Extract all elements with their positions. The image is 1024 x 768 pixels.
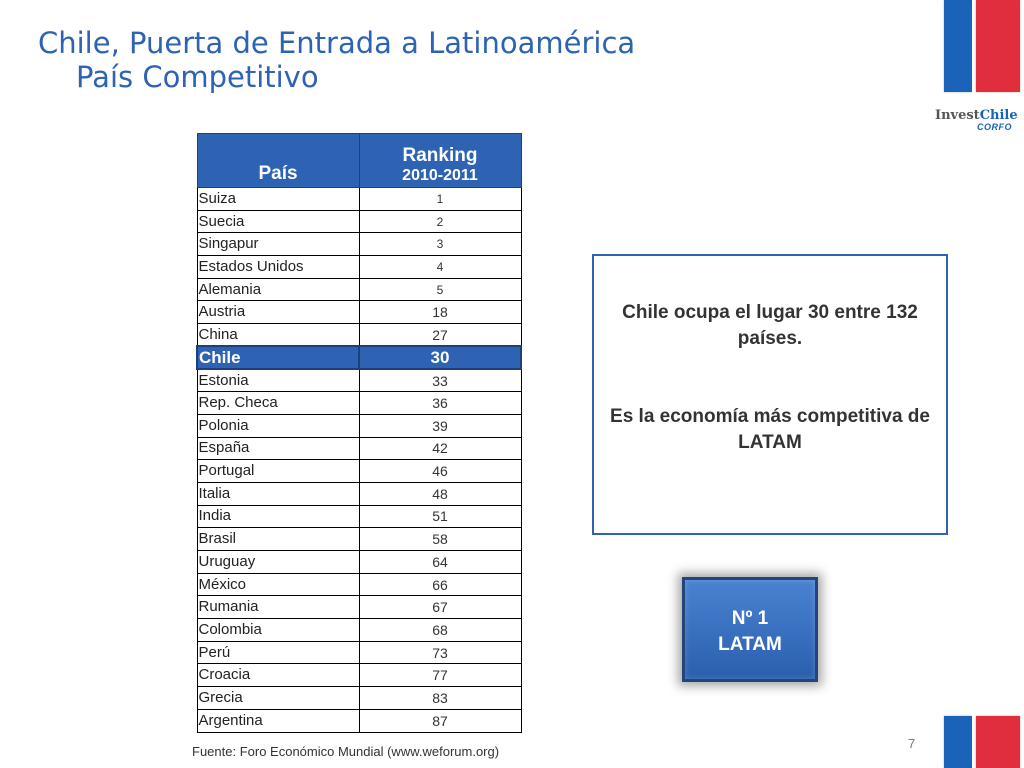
header-ranking (359, 134, 521, 188)
table-row (197, 437, 521, 460)
country-cell: Brasil (197, 528, 359, 551)
table-row (197, 301, 521, 324)
country-cell: Singapur (197, 233, 359, 256)
rank-cell: 1 (359, 188, 521, 211)
investchile-logo (935, 106, 1021, 142)
table-row (197, 392, 521, 415)
slide-title-line2: País Competitivo (76, 60, 319, 94)
header-ranking-period: 2010-2011 (402, 167, 478, 184)
rank-cell: 87 (359, 709, 521, 732)
country-cell: Croacia (197, 664, 359, 687)
country-cell: China (197, 324, 359, 347)
table-row (197, 664, 521, 687)
slide-title-line1: Chile, Puerta de Entrada a Latinoamérica (38, 26, 636, 60)
rank-cell: 66 (359, 573, 521, 596)
logo-invest-text: Invest (935, 108, 980, 123)
rank-cell: 46 (359, 460, 521, 483)
country-cell: Rep. Checa (197, 392, 359, 415)
table-row (197, 709, 521, 732)
table-row (197, 324, 521, 347)
latam-badge (682, 577, 818, 682)
chile-flag-top-decoration (944, 0, 1024, 92)
country-cell: Polonia (197, 414, 359, 437)
rank-cell: 67 (359, 596, 521, 619)
table-row-highlight (197, 346, 521, 369)
rank-cell: 68 (359, 619, 521, 642)
header-country: País (197, 134, 359, 188)
country-cell: Grecia (197, 687, 359, 710)
slide-title (38, 26, 635, 94)
rank-cell: 3 (359, 233, 521, 256)
info-box (592, 254, 948, 535)
country-cell: Perú (197, 641, 359, 664)
country-cell: Suiza (197, 188, 359, 211)
table-row (197, 414, 521, 437)
info-text-ranking: Chile ocupa el lugar 30 entre 132 países. (622, 302, 918, 349)
badge-line1: Nº 1 (731, 608, 769, 629)
country-cell: Argentina (197, 709, 359, 732)
rank-cell: 4 (359, 256, 521, 279)
rank-cell: 48 (359, 482, 521, 505)
country-cell: Rumania (197, 596, 359, 619)
page-number: 7 (908, 736, 916, 751)
table-row (197, 641, 521, 664)
rank-cell: 42 (359, 437, 521, 460)
rank-cell: 83 (359, 687, 521, 710)
rank-cell: 58 (359, 528, 521, 551)
rank-cell: 36 (359, 392, 521, 415)
logo-corfo-text: CORFO (977, 122, 1012, 132)
country-cell: México (197, 573, 359, 596)
rank-cell: 2 (359, 210, 521, 233)
country-cell: Estonia (197, 369, 359, 392)
rank-cell: 51 (359, 505, 521, 528)
table-row (197, 460, 521, 483)
country-cell: Italia (197, 482, 359, 505)
ranking-table (196, 133, 522, 733)
source-note: Fuente: Foro Económico Mundial (www.weforum.org) (192, 744, 500, 759)
rank-cell: 5 (359, 278, 521, 301)
header-ranking-label: Ranking (402, 145, 478, 166)
country-cell: Colombia (197, 619, 359, 642)
country-cell: Portugal (197, 460, 359, 483)
rank-cell: 73 (359, 641, 521, 664)
country-cell: España (197, 437, 359, 460)
table-body (197, 188, 521, 733)
country-cell: Estados Unidos (197, 256, 359, 279)
country-cell: Chile (197, 346, 359, 369)
logo-chile-text: Chile (979, 108, 1018, 123)
table-row (197, 619, 521, 642)
table-row (197, 573, 521, 596)
table-row (197, 369, 521, 392)
table-header-row (197, 134, 521, 188)
rank-cell: 30 (359, 346, 521, 369)
table-row (197, 210, 521, 233)
chile-flag-bottom-decoration (944, 716, 1024, 768)
table-row (197, 482, 521, 505)
table-row (197, 528, 521, 551)
table-row (197, 596, 521, 619)
table-row (197, 687, 521, 710)
table-row (197, 233, 521, 256)
rank-cell: 64 (359, 551, 521, 574)
table-row (197, 505, 521, 528)
rank-cell: 77 (359, 664, 521, 687)
badge-line2: LATAM (718, 634, 782, 655)
rank-cell: 33 (359, 369, 521, 392)
country-cell: Alemania (197, 278, 359, 301)
table-row (197, 256, 521, 279)
country-cell: Uruguay (197, 551, 359, 574)
table-row (197, 551, 521, 574)
rank-cell: 39 (359, 414, 521, 437)
country-cell: India (197, 505, 359, 528)
country-cell: Suecia (197, 210, 359, 233)
table-row (197, 278, 521, 301)
country-cell: Austria (197, 301, 359, 324)
info-text-competitive: Es la economía más competitiva de LATAM (610, 406, 930, 453)
rank-cell: 27 (359, 324, 521, 347)
rank-cell: 18 (359, 301, 521, 324)
table-row (197, 188, 521, 211)
